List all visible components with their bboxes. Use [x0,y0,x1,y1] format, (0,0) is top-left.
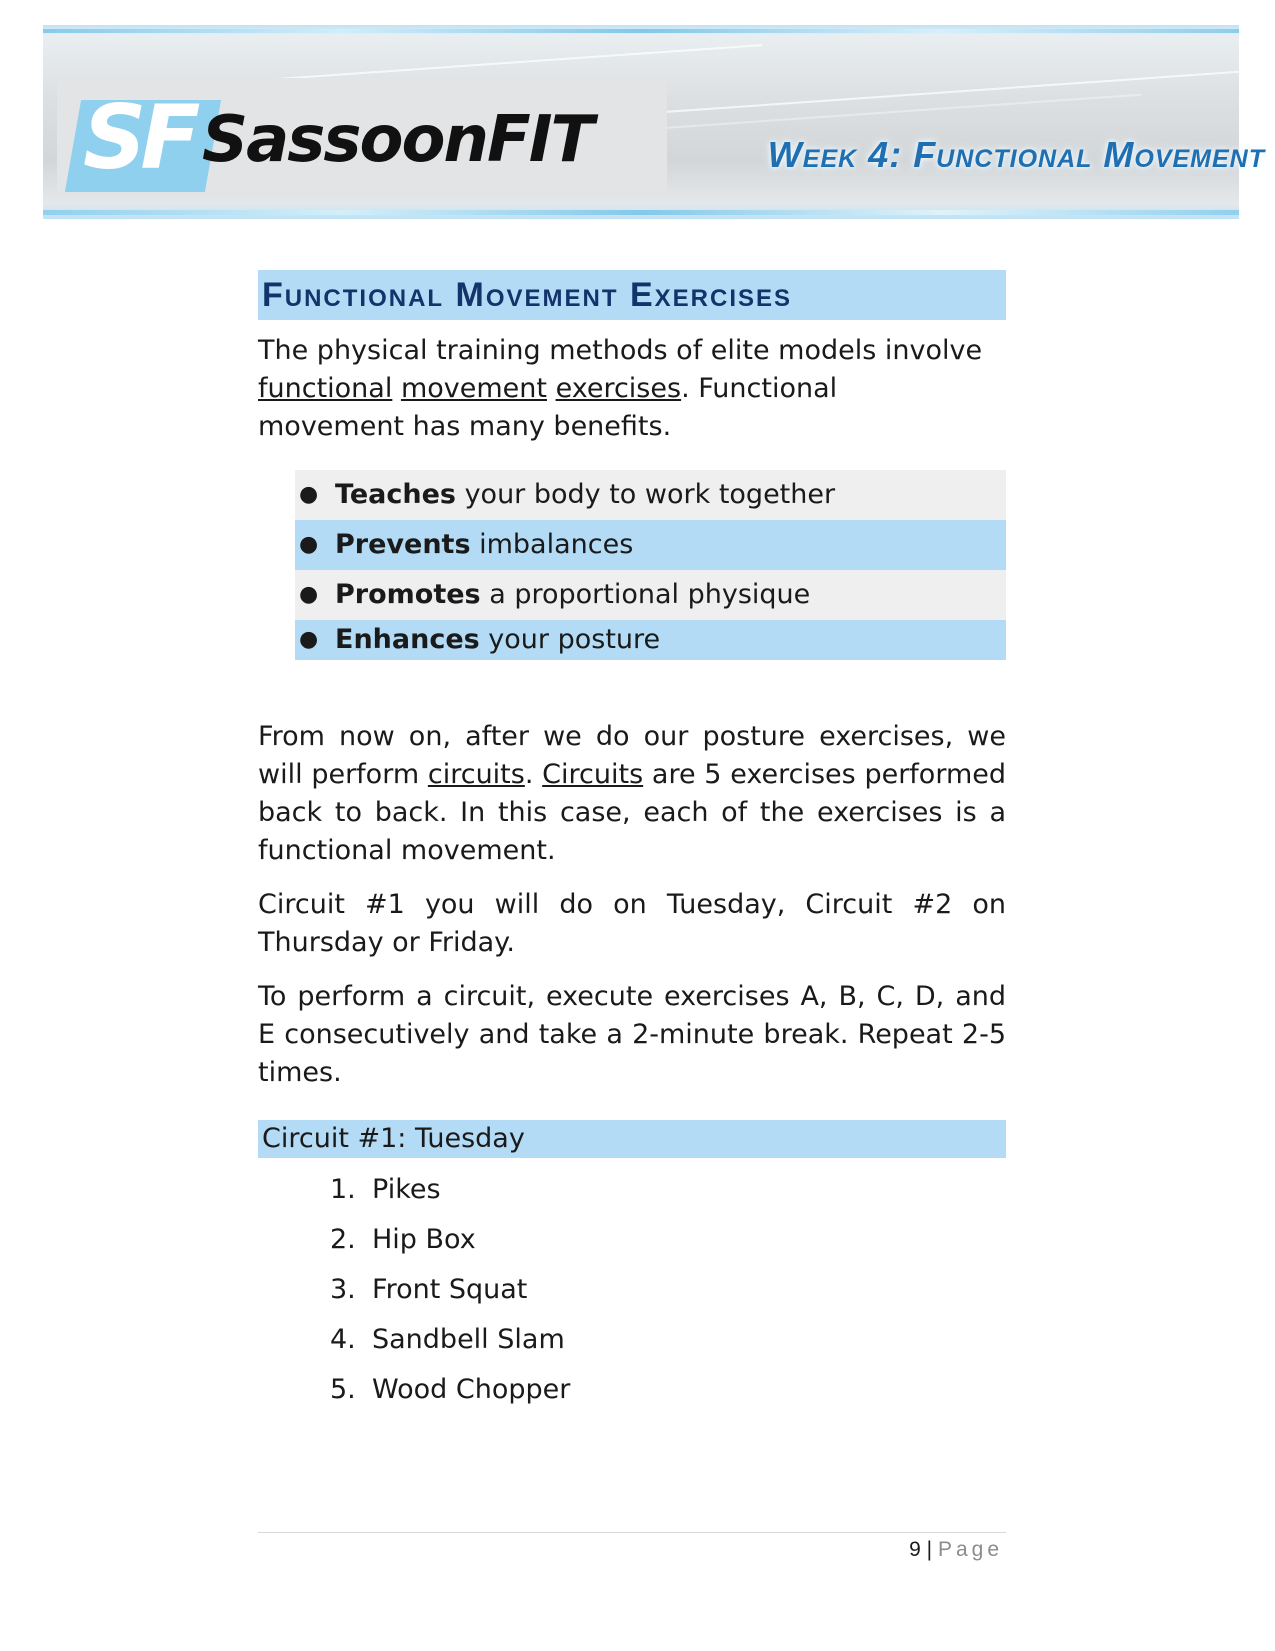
link-circuits: circuits [427,759,525,790]
bullet-icon: ● [299,532,319,557]
list-number: 1. [330,1174,356,1205]
intro-text: The physical training methods of elite models involve [258,335,983,366]
paragraph-text [258,718,1006,870]
week-title: Week 4: Functional Movement [767,134,1265,175]
list-item [330,1320,570,1370]
circuit-title: Circuit #1: Tuesday [262,1123,525,1154]
paragraph-text: To perform a circuit, execute exercises A, B, C, D, and E consecutively and take a 2-minute break. Repeat 2-5 times. [258,981,1006,1088]
bullet-icon: ● [299,627,319,652]
list-number: 2. [330,1224,356,1255]
list-item [295,520,1006,570]
circuits-paragraph [258,718,1006,870]
bullet-icon: ● [299,482,319,507]
exercise-name: Sandbell Slam [372,1324,565,1355]
footer-separator: | [926,1538,933,1561]
benefits-list [295,470,1006,660]
list-number: 4. [330,1324,356,1355]
intro-line-2 [258,370,1006,408]
intro-line-1 [258,332,1006,370]
footer-divider [258,1532,1006,1533]
list-item [330,1220,570,1270]
instructions-paragraph [258,978,1006,1092]
link-circuits-capital: Circuits [542,759,644,790]
page-number: 9 [909,1538,921,1561]
link-movement: movement [400,373,547,404]
benefit-text: imbalances [470,529,634,560]
intro-paragraph [258,332,1006,446]
benefit-keyword: Prevents [335,529,471,560]
benefit-keyword: Promotes [335,579,481,610]
benefit-text: a proportional physique [480,579,811,610]
benefit-text: your posture [479,624,661,655]
page-label: Page [937,1538,1003,1561]
intro-period: . [681,373,690,404]
list-item [295,620,1006,660]
list-item [330,1170,570,1220]
exercise-name: Pikes [372,1174,441,1205]
benefit-keyword: Teaches [335,479,456,510]
paragraph-text: Circuit #1 you will do on Tuesday, Circuit #2 on Thursday or Friday. [258,889,1006,958]
benefit-keyword: Enhances [335,624,480,655]
benefit-text: your body to work together [455,479,836,510]
section-heading [258,270,1006,320]
intro-line-3: movement has many benefits. [258,411,672,442]
paragraph-text-end: are 5 exercises performed back to back. In this case, each of the exercises is a functional movement. [258,759,1006,866]
list-item [330,1270,570,1320]
paragraph-text-mid: . [524,759,543,790]
circuit-heading [258,1120,1006,1158]
section-title: Functional Movement Exercises [262,276,793,314]
logo [57,78,667,193]
logo-brand: SassoonFIT [202,103,593,177]
exercise-name: Front Squat [372,1274,528,1305]
list-number: 3. [330,1274,356,1305]
link-exercises: exercises [555,373,682,404]
exercise-name: Wood Chopper [372,1374,571,1405]
list-number: 5. [330,1374,356,1405]
intro-functional-word: Functional [698,373,838,404]
bullet-icon: ● [299,582,319,607]
circuit-exercise-list [330,1170,570,1420]
exercise-name: Hip Box [372,1224,476,1255]
page-footer [258,1538,1003,1562]
paragraph-text-start: From now on, after we do our posture exercises, we will perform [258,721,1006,790]
schedule-paragraph [258,886,1006,962]
logo-initials: SF [83,86,195,189]
list-item [330,1370,570,1420]
link-functional: functional [258,373,393,404]
list-item [295,570,1006,620]
list-item [295,470,1006,520]
